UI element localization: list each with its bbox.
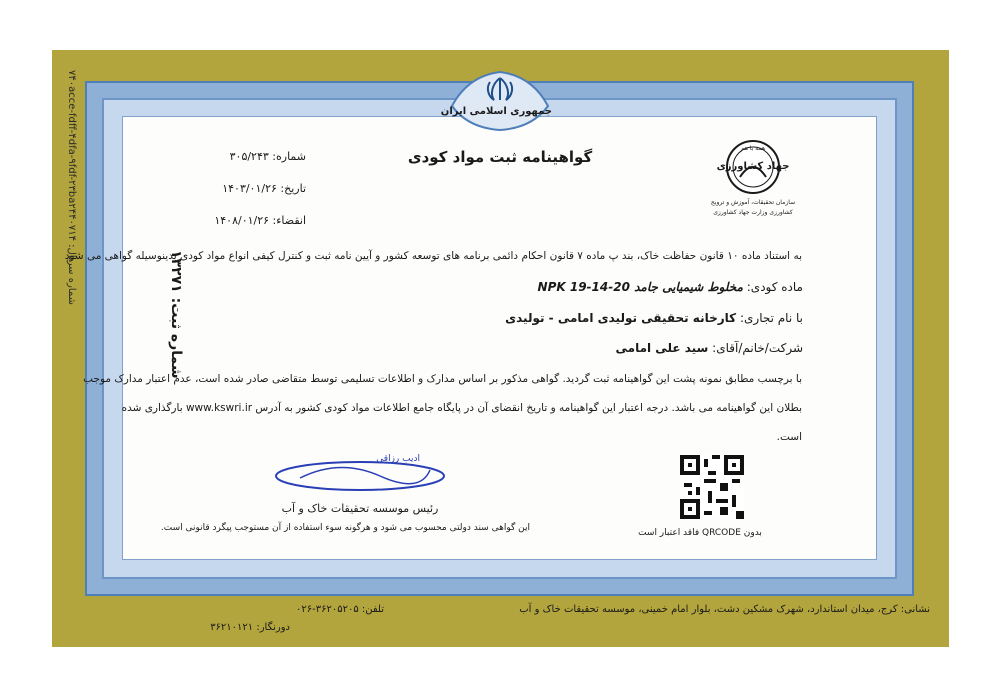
legal-note: این گواهی سند دولتی محسوب می شود و هرگونه سوء استفاده از آن مستوجب پیگرد قانونی است. xyxy=(160,523,530,533)
iran-emblem-icon xyxy=(440,66,552,132)
logo-top-text: همه با هم xyxy=(740,145,766,152)
company-label: شرکت/خانم/آقای: xyxy=(712,341,803,355)
ministry-logo xyxy=(710,137,796,223)
trade-name-row xyxy=(440,311,803,325)
material-value: مخلوط شیمیایی جامد NPK 19-14-20 xyxy=(537,280,743,294)
expiry-label: انقضاء: xyxy=(272,214,306,227)
logo-org-line-2: کشاورزی وزارت جهاد کشاورزی xyxy=(713,209,793,216)
registration-number-text: شماره ثبت: ۱۳۲۷۱ xyxy=(168,250,184,379)
material-label: ماده کودی: xyxy=(746,280,803,294)
material-row xyxy=(440,280,803,294)
company-value: سید علی امامی xyxy=(615,341,709,355)
signature-name: ادیب رزاقی xyxy=(376,454,420,464)
logo-main-text: جهاد کشاورزی xyxy=(716,161,790,172)
emblem-caption: جمهوری اسلامی ایران xyxy=(440,106,552,117)
company-row xyxy=(440,341,803,355)
body-line-3: است. xyxy=(776,431,802,443)
fax: دورنگار: ۳۶۲۱۰۱۲۱ xyxy=(210,622,290,633)
expiry-value: ۱۴۰۸/۰۱/۲۶ xyxy=(214,214,270,227)
date-label: تاریخ: xyxy=(280,182,306,195)
number-value: ۳۰۵/۲۴۳ xyxy=(229,150,269,163)
emblem-badge xyxy=(440,66,552,132)
body-line-1: با برچسب مطابق نمونه پشت این گواهینامه ثبت گردید. گواهی مذکور بر اساس مدارک و اطلاعات تسلیمی توسط متقاضی صادر شده است، عدم اعتبار مدارک موجب xyxy=(83,373,802,385)
qr-code xyxy=(680,455,744,519)
number-label: شماره: xyxy=(272,150,306,163)
trade-value: کارخانه تحقیقی تولیدی امامی - تولیدی xyxy=(505,311,737,325)
address: نشانی: کرج، میدان استاندارد، شهرک مشکین دشت، بلوار امام خمینی، موسسه تحقیقات خاک و آب xyxy=(519,604,930,615)
qr-code-icon xyxy=(680,455,744,519)
side-serial-strip xyxy=(55,70,90,630)
registration-number-vertical xyxy=(150,250,190,379)
date-row xyxy=(196,182,306,195)
side-serial-number: شماره سریال: ۷۴۰acce-fdff-۴dfa-۹fdf-۲۳ba۲۴۴۰۷۱۴ xyxy=(66,70,77,305)
trade-label: با نام تجاری: xyxy=(739,311,803,325)
expiry-row xyxy=(196,214,306,227)
intro-text: به استناد ماده ۱۰ قانون حفاظت خاک، بند پ ماده ۷ قانون احکام دائمی برنامه های توسعه کشور و آیین نامه ثبت و کنترل کیفی انواع مواد کودی بدینوسیله گواهی می شود xyxy=(64,250,802,262)
date-value: ۱۴۰۳/۰۱/۲۶ xyxy=(222,182,277,195)
certificate-title: گواهینامه ثبت مواد کودی xyxy=(407,148,593,166)
signature xyxy=(270,448,450,508)
phone: تلفن: ۳۶۲۰۵۲۰۵-۰۲۶ xyxy=(295,604,384,615)
logo-org-line-1: سازمان تحقیقات، آموزش و ترویج xyxy=(710,199,796,206)
body-line-2: بطلان این گواهینامه می باشد. درجه اعتبار این گواهینامه و تاریخ انقضای آن در پایگاه جامع اطلاعات مواد کودی کشور به آدرس www.kswri.ir بارگذاری شده xyxy=(121,402,802,414)
number-row xyxy=(196,150,306,163)
signatory-title: رئیس موسسه تحقیقات خاک و آب xyxy=(281,502,439,515)
qr-validity-note: بدون QRCODE فاقد اعتبار است xyxy=(638,528,762,538)
